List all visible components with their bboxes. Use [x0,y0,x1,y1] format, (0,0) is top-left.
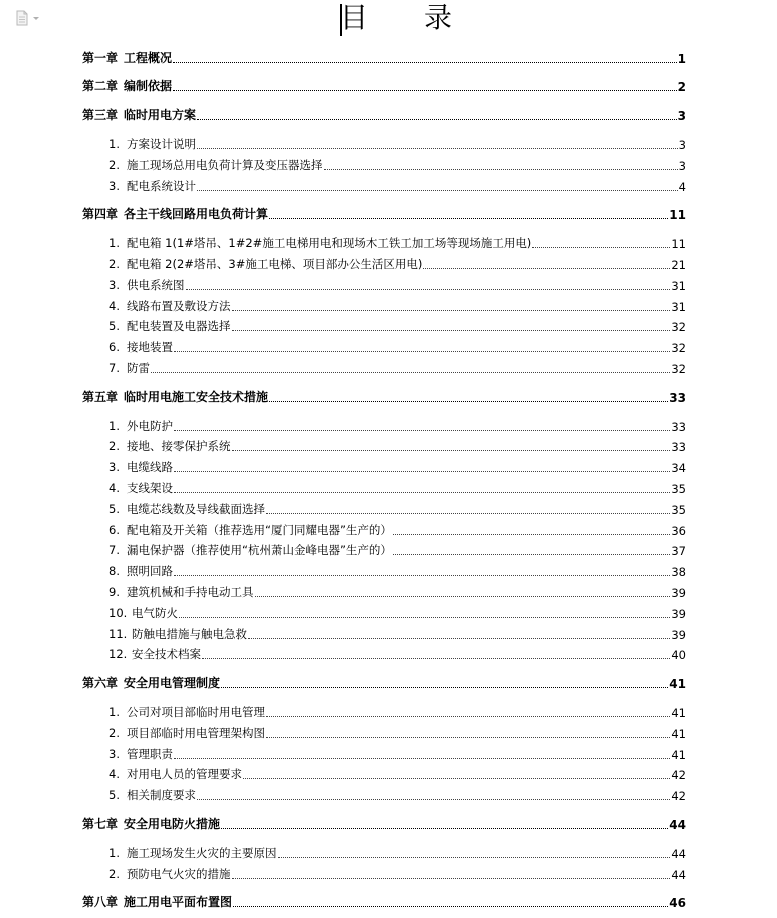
toc-dot-leader [269,401,668,402]
toc-dot-leader [202,658,670,659]
toc-page-number: 44 [669,818,686,832]
toc-page-number: 32 [671,362,686,376]
toc-dot-leader [232,878,671,879]
toc-entry-number: 1. [109,705,120,719]
toc-page-number: 41 [671,706,686,720]
toc-entry-text: 相关制度要求 [127,788,196,802]
toc-entry-number: 5. [109,502,120,516]
toc-page-number: 33 [669,391,686,405]
toc-chapter-entry[interactable] [0,78,686,94]
toc-page-number: 31 [671,279,686,293]
toc-dot-leader [174,430,670,431]
toc-section-entry[interactable] [0,787,686,803]
toc-page-number: 4 [678,180,686,194]
toc-section-entry[interactable] [0,178,686,194]
toc-dot-leader [174,758,670,759]
toc-dot-leader [232,310,671,311]
toc-entry-title [82,49,172,66]
toc-section-entry[interactable] [0,298,686,314]
toc-entry-text: 外电防护 [127,419,173,433]
toc-entry-number: 6. [109,340,120,354]
toc-entry-title [109,438,231,454]
toc-entry-title [109,256,422,272]
toc-entry-text: 电缆线路 [127,460,173,474]
toc-page-number: 1 [677,52,686,66]
toc-page-number: 3 [678,159,686,173]
toc-entry-number: 7. [109,543,120,557]
toc-chapter-entry[interactable] [0,50,686,66]
toc-entry-number: 6. [109,523,120,537]
toc-entry-number: 2. [109,257,120,271]
toc-page-number: 44 [671,868,686,882]
toc-dot-leader [393,534,670,535]
toc-entry-number: 4. [109,299,120,313]
toc-entry-title [109,845,277,861]
toc-entry-title [109,136,196,152]
toc-page-number: 42 [671,768,686,782]
toc-entry-text: 临时用电方案 [124,108,197,122]
toc-section-entry[interactable] [0,235,686,251]
toc-section-entry[interactable] [0,360,686,376]
toc-page-number: 39 [671,607,686,621]
toc-entry-text: 防雷 [127,361,150,375]
toc-entry-text: 照明回路 [127,564,173,578]
toc-dot-leader [197,799,670,800]
toc-entry-title [109,866,231,882]
toc-dot-leader [221,828,668,829]
toc-entry-title [109,459,173,475]
toc-dot-leader [232,450,671,451]
toc-entry-number: 4. [109,481,120,495]
toc-dot-leader [173,62,677,63]
toc-entry-number: 第五章 [82,390,119,404]
document-icon [15,10,45,26]
toc-entry-number: 2. [109,726,120,740]
toc-entry-text: 项目部临时用电管理架构图 [127,726,265,740]
toc-section-entry[interactable] [0,866,686,882]
toc-entry-number: 2. [109,439,120,453]
toc-entry-text: 配电箱及开关箱（推荐选用“厦门同耀电器”生产的） [127,523,392,537]
toc-entry-text: 安全用电防火措施 [124,817,221,831]
toc-entry-title [109,787,196,803]
toc-section-entry[interactable] [0,584,686,600]
toc-page-number: 39 [671,586,686,600]
toc-entry-text: 线路布置及敷设方法 [127,299,231,313]
toc-entry-number: 10. [109,606,128,620]
toc-dot-leader [186,289,671,290]
toc-entry-number: 3. [109,747,120,761]
document-menu[interactable] [15,10,45,26]
toc-entry-title [109,605,178,621]
toc-entry-text: 防触电措施与触电急救 [132,627,247,641]
toc-entry-title [109,157,323,173]
toc-page-number: 37 [671,544,686,558]
toc-page-number: 41 [669,677,686,691]
toc-dot-leader [197,148,678,149]
toc-section-entry[interactable] [0,339,686,355]
toc-entry-text: 配电箱 1(1#塔吊、1#2#施工电梯用电和现场木工铁工加工场等现场施工用电) [127,236,532,250]
toc-entry-number: 1. [109,137,120,151]
toc-entry-title [82,815,220,832]
toc-entry-number: 4. [109,767,120,781]
toc-entry-text: 安全技术档案 [132,647,201,661]
toc-entry-text: 临时用电施工安全技术措施 [124,390,269,404]
toc-page-number: 42 [671,789,686,803]
toc-chapter-entry[interactable] [0,816,686,832]
toc-entry-number: 第二章 [82,79,119,93]
toc-entry-text: 供电系统图 [127,278,185,292]
toc-entry-number: 3. [109,460,120,474]
toc-page-number: 32 [671,341,686,355]
toc-dot-leader [532,247,670,248]
toc-section-entry[interactable] [0,563,686,579]
toc-entry-title [109,480,173,496]
toc-page-number: 36 [671,524,686,538]
toc-page-number: 2 [677,80,686,94]
chevron-down-icon [33,17,39,20]
toc-entry-text: 编制依据 [124,79,173,93]
toc-dot-leader [174,575,670,576]
toc-page-number: 33 [671,440,686,454]
toc-entry-title [109,178,196,194]
toc-section-entry[interactable] [0,157,686,173]
toc-entry-title [109,298,231,314]
toc-entry-text: 对用电人员的管理要求 [127,767,242,781]
toc-entry-number: 第一章 [82,51,119,65]
toc-entry-title [82,205,268,222]
toc-entry-title [109,704,265,720]
toc-entry-number: 7. [109,361,120,375]
toc-entry-text: 管理职责 [127,747,173,761]
toc-dot-leader [197,190,678,191]
toc-page-number: 11 [671,237,686,251]
toc-entry-text: 预防电气火灾的措施 [127,867,231,881]
toc-entry-text: 配电系统设计 [127,179,196,193]
toc-entry-text: 漏电保护器（推荐使用“杭州萧山金峰电器”生产的） [127,543,392,557]
toc-entry-number: 第八章 [82,895,119,909]
toc-entry-text: 支线架设 [127,481,173,495]
toc-page-number: 3 [677,109,686,123]
toc-entry-title [109,277,185,293]
toc-entry-number: 2. [109,158,120,172]
toc-entry-text: 接地装置 [127,340,173,354]
toc-entry-number: 11. [109,627,128,641]
toc-entry-text: 电缆芯线数及导线截面选择 [127,502,265,516]
toc-entry-text: 施工现场总用电负荷计算及变压器选择 [127,158,323,172]
toc-page-number: 3 [678,138,686,152]
toc-entry-title [109,766,242,782]
toc-section-entry[interactable] [0,542,686,558]
toc-dot-leader [221,687,668,688]
toc-dot-leader [278,857,671,858]
toc-entry-number: 12. [109,647,128,661]
toc-section-entry[interactable] [0,746,686,762]
toc-entry-title [109,339,173,355]
toc-page-number: 44 [671,847,686,861]
toc-entry-text: 电气防火 [132,606,178,620]
toc-dot-leader [174,351,670,352]
toc-page-number: 39 [671,628,686,642]
toc-entry-title [109,318,231,334]
toc-entry-title [109,360,150,376]
toc-page-number: 21 [671,258,686,272]
toc-page-number: 11 [669,208,686,222]
toc-dot-leader [266,737,670,738]
toc-entry-number: 5. [109,319,120,333]
toc-entry-title [82,106,196,123]
toc-entry-text: 施工用电平面布置图 [124,895,233,909]
toc-page-number: 35 [671,503,686,517]
toc-entry-number: 第六章 [82,676,119,690]
toc-entry-number: 9. [109,585,120,599]
toc-section-entry[interactable] [0,646,686,662]
toc-page-number: 40 [671,648,686,662]
toc-page-number: 31 [671,300,686,314]
toc-entry-text: 公司对项目部临时用电管理 [127,705,265,719]
toc-section-entry[interactable] [0,480,686,496]
toc-entry-title [109,522,392,538]
toc-dot-leader [173,90,677,91]
toc-section-entry[interactable] [0,418,686,434]
toc-entry-text: 工程概况 [124,51,173,65]
toc-dot-leader [243,778,670,779]
toc-entry-text: 配电装置及电器选择 [127,319,231,333]
toc-page-number: 32 [671,320,686,334]
toc-entry-text: 方案设计说明 [127,137,196,151]
toc-entry-number: 3. [109,278,120,292]
toc-section-entry[interactable] [0,256,686,272]
toc-page-number: 34 [671,461,686,475]
toc-dot-leader [266,716,670,717]
toc-section-entry[interactable] [0,725,686,741]
toc-dot-leader [179,617,670,618]
toc-entry-number: 第四章 [82,207,119,221]
toc-entry-number: 5. [109,788,120,802]
toc-dot-leader [151,372,670,373]
toc-section-entry[interactable] [0,459,686,475]
page-title: 目 录 [340,1,467,34]
toc-section-entry[interactable] [0,277,686,293]
toc-entry-title [82,674,220,691]
toc-dot-leader [423,268,670,269]
toc-entry-number: 8. [109,564,120,578]
toc-page-number: 46 [669,896,686,910]
toc-dot-leader [255,596,671,597]
toc-entry-number: 第三章 [82,108,119,122]
toc-dot-leader [393,554,670,555]
toc-entry-title [109,418,173,434]
toc-entry-number: 3. [109,179,120,193]
toc-section-entry[interactable] [0,766,686,782]
toc-entry-text: 施工现场发生火灾的主要原因 [127,846,277,860]
toc-chapter-entry[interactable] [0,894,686,910]
toc-chapter-entry[interactable] [0,675,686,691]
toc-dot-leader [324,169,678,170]
toc-dot-leader [269,218,668,219]
toc-entry-title [82,893,232,910]
toc-page-number: 41 [671,748,686,762]
toc-section-entry[interactable] [0,626,686,642]
toc-page-number: 33 [671,420,686,434]
toc-section-entry[interactable] [0,438,686,454]
toc-entry-title [109,725,265,741]
toc-entry-title [109,542,392,558]
toc-section-entry[interactable] [0,605,686,621]
toc-entry-text: 接地、接零保护系统 [127,439,231,453]
toc-entry-title [109,646,201,662]
toc-entry-title [82,388,268,405]
toc-entry-title [109,563,173,579]
toc-dot-leader [233,906,668,907]
toc-page-number: 35 [671,482,686,496]
toc-dot-leader [266,513,670,514]
toc-entry-text: 建筑机械和手持电动工具 [127,585,254,599]
toc-chapter-entry[interactable] [0,389,686,405]
toc-entry-number: 1. [109,419,120,433]
toc-entry-number: 1. [109,236,120,250]
toc-dot-leader [248,638,670,639]
toc-chapter-entry[interactable] [0,206,686,222]
toc-entry-number: 1. [109,846,120,860]
toc-entry-title [109,626,247,642]
toc-section-entry[interactable] [0,136,686,152]
toc-section-entry[interactable] [0,318,686,334]
toc-page-number: 41 [671,727,686,741]
toc-dot-leader [232,330,671,331]
toc-page-number: 38 [671,565,686,579]
toc-entry-number: 2. [109,867,120,881]
toc-entry-title [109,584,254,600]
toc-entry-title [109,746,173,762]
toc-dot-leader [197,119,677,120]
toc-entry-text: 安全用电管理制度 [124,676,221,690]
toc-section-entry[interactable] [0,704,686,720]
toc-entry-title [109,235,531,251]
toc-section-entry[interactable] [0,845,686,861]
toc-entry-text: 各主干线回路用电负荷计算 [124,207,269,221]
toc-dot-leader [174,492,670,493]
toc-entry-title [82,77,172,94]
toc-entry-number: 第七章 [82,817,119,831]
toc-section-entry[interactable] [0,501,686,517]
toc-entry-text: 配电箱 2(2#塔吊、3#施工电梯、项目部办公生活区用电) [127,257,423,271]
toc-entry-title [109,501,265,517]
toc-dot-leader [174,471,670,472]
toc-section-entry[interactable] [0,522,686,538]
toc-chapter-entry[interactable] [0,107,686,123]
